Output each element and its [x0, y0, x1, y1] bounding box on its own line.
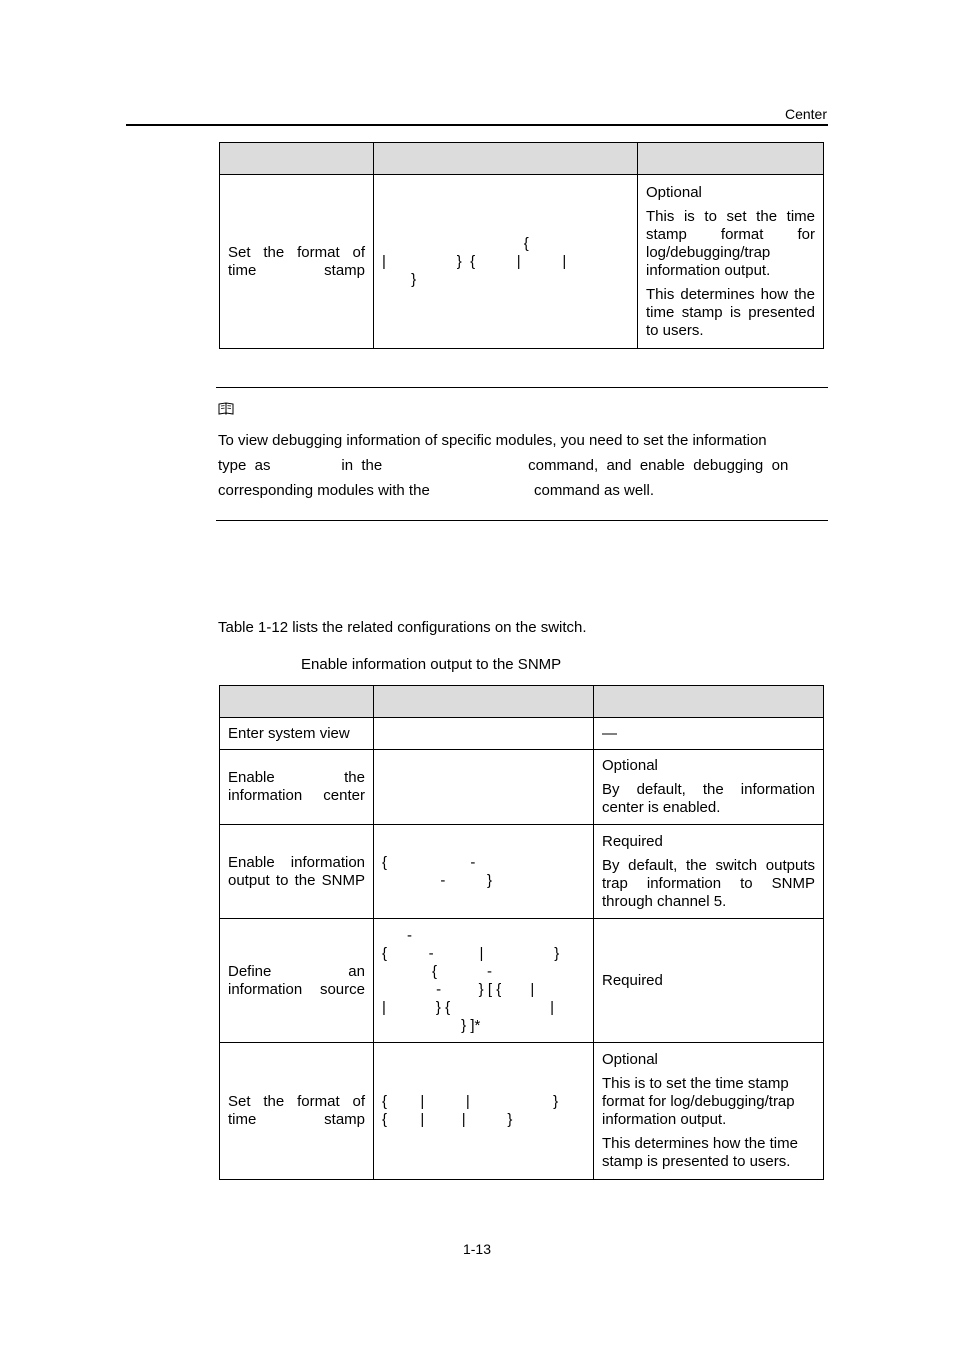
note-box [216, 387, 828, 521]
table-row [220, 919, 824, 1043]
header-cell-description [638, 143, 824, 175]
operation-cell: Enable the information center [220, 750, 374, 825]
command-line: { - [382, 853, 476, 871]
description-line: This is to set the time stamp format for log/debugging/trap information output. [646, 207, 815, 279]
table-row [220, 175, 824, 349]
command-cell [374, 825, 594, 919]
table-row [220, 825, 824, 919]
table-row [220, 1043, 824, 1180]
description-line: Optional [646, 183, 702, 201]
command-cell [374, 175, 638, 349]
description-cell [594, 825, 824, 919]
command-line: - } [ { | [382, 980, 535, 998]
table-row [220, 718, 824, 750]
command-cell [374, 718, 594, 750]
table-header-row [220, 143, 824, 175]
command-line: } ]* [382, 1016, 481, 1034]
command-line: { - [382, 962, 493, 980]
header-cell-description [594, 686, 824, 718]
header-cell-command [374, 143, 638, 175]
snmp-config-table [219, 685, 824, 1180]
command-line: | } { | | [382, 252, 567, 270]
description-line: By default, the switch outputs trap information to SNMP through channel 5. [602, 856, 815, 910]
table-header-row [220, 686, 824, 718]
operation-text: Set the format of time stamp [228, 243, 365, 279]
note-text-line: corresponding modules with the command as well. [218, 482, 655, 499]
table-row [220, 750, 824, 825]
page-number: 1-13 [462, 1241, 492, 1257]
note-text-line: To view debugging information of specific modules, you need to set the information [218, 432, 767, 449]
description-line: This determines how the time stamp is presented to users. [602, 1135, 798, 1170]
description-line: Required [602, 832, 663, 850]
command-line: { - | } [382, 944, 560, 962]
description-cell: — [594, 718, 824, 750]
description-cell: Required [594, 919, 824, 1043]
description-line: Optional [602, 757, 658, 774]
header-cell-operation [220, 143, 374, 175]
header-cell-command [374, 686, 594, 718]
command-line: { | | } [382, 1093, 559, 1110]
command-cell [374, 1043, 594, 1180]
description-cell [594, 1043, 824, 1180]
note-text-line: type as in the command, and enable debugging on [218, 457, 789, 474]
description-cell [638, 175, 824, 349]
command-line: - } [382, 871, 493, 889]
command-cell [374, 750, 594, 825]
intro-paragraph: Table 1-12 lists the related configurations on the switch. [218, 619, 587, 636]
description-cell [594, 750, 824, 825]
operation-cell: Enter system view [220, 718, 374, 750]
header-rule [126, 124, 828, 126]
description-line: This is to set the time stamp format for log/debugging/trap information output. [602, 1075, 795, 1128]
operation-cell [220, 175, 374, 349]
command-cell [374, 919, 594, 1043]
description-line: By default, the information center is enabled. [602, 781, 815, 816]
command-line: - [382, 926, 412, 944]
timestamp-table [219, 142, 824, 349]
book-icon [218, 402, 234, 415]
operation-cell: Enable information output to the SNMP [220, 825, 374, 919]
operation-cell: Define an information source [220, 919, 374, 1043]
operation-cell: Set the format of time stamp [220, 1043, 374, 1180]
description-line: Optional [602, 1051, 658, 1068]
command-line: } [382, 270, 417, 288]
table-caption: Enable information output to the SNMP [301, 656, 562, 673]
description-line: This determines how the time stamp is presented to users. [646, 285, 815, 339]
command-line: | } { | [382, 998, 555, 1016]
header-title: Center [784, 106, 827, 122]
command-line: { [382, 234, 529, 252]
command-line: { | | } [382, 1111, 513, 1128]
header-cell-operation [220, 686, 374, 718]
